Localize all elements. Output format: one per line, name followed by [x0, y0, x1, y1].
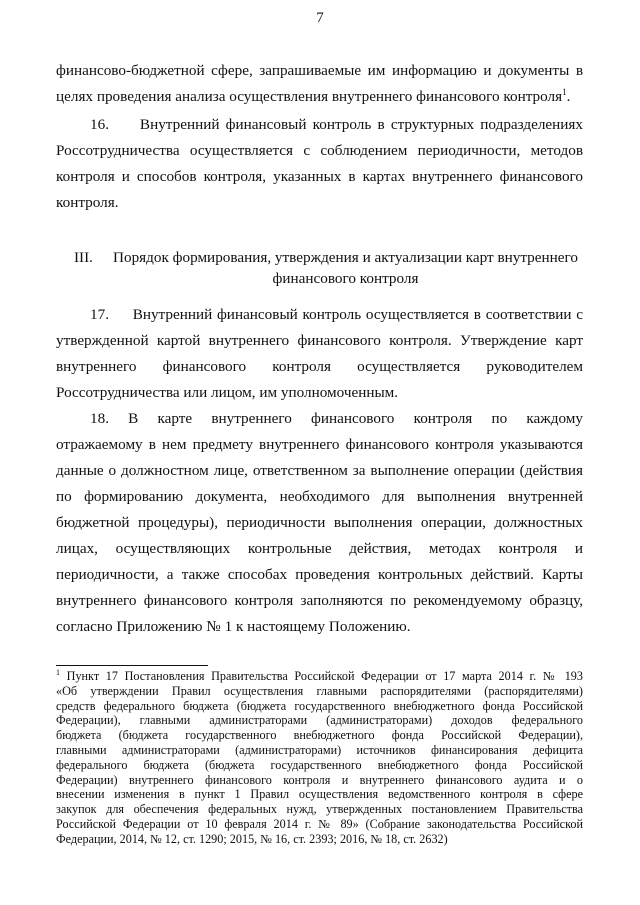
text-line: внутреннего финансового контроля заполняются по рекомендуемому образцу,: [56, 592, 583, 609]
text-line: контроля.: [56, 194, 119, 211]
footnote-line: $^1$ Пункт 17 Постановления Правительства Российской Федерации от 17 марта 2014 г. № 193: [56, 667, 583, 683]
text-line: Россотрудничества осуществляется с соблюдением периодичности, методов: [56, 142, 583, 159]
section-number: III.: [74, 249, 93, 266]
footnote-mark: 1: [56, 667, 60, 677]
footnote-line: «Об утверждении Правил осуществления главными распорядителями (распорядителями): [56, 683, 583, 698]
body-block-main: [56, 302, 583, 640]
paragraph-18: [56, 406, 583, 640]
section-title-line: финансового контроля: [272, 270, 419, 287]
footnote-line: федерального бюджета (бюджета государственного внебюджетного фонда Российской: [56, 757, 583, 772]
footnote-line: закупок для обеспечения федеральных нужд, утвержденных постановлением Правительства: [56, 802, 583, 817]
text-line: лицах, осуществляющих контрольные действия, методах контроля и: [56, 540, 583, 557]
footnote-mark: 1: [562, 86, 567, 97]
text-line: 18. В карте внутреннего финансового контроля по каждому: [90, 410, 583, 427]
paragraph-16: [56, 112, 583, 216]
text-line: бюджетной процедуры), периодичности выполнения операции, должностных: [56, 514, 583, 531]
footnote-line: бюджета (бюджета государственного внебюджетного фонда Российской Федерации),: [56, 728, 583, 743]
text-line: финансово-бюджетной сфере, запрашиваемые им информацию и документы в: [56, 62, 583, 79]
footnote-line: Федерации) внутреннего финансового контроля и внутреннего финансового аудита и о: [56, 772, 583, 787]
footnote: [56, 669, 583, 847]
page-number: 7: [316, 10, 324, 26]
footnote-line: главными администраторами (администраторами) источников финансирования дефицита: [56, 742, 583, 757]
footnote-line: Федерации), главными администраторами (администраторами) доходов федерального: [56, 713, 583, 728]
footnote-line: внесении изменения в пункт 1 Правил осуществления ведомственного контроля в сфере: [56, 787, 583, 802]
text-line: контроля и способов контроля, указанных в картах внутреннего финансового: [56, 168, 583, 185]
footnote-separator: [56, 665, 208, 666]
footnote-line: средств федерального бюджета (бюджета государственного внебюджетного фонда Российской: [56, 698, 583, 713]
text-line: внутреннего финансового контроля осуществляется руководителем: [56, 358, 583, 375]
footnote-line: Российской Федерации от 10 февраля 2014 г. № 89» (Собрание законодательства Российской: [56, 816, 583, 831]
text-line: целях проведения анализа осуществления внутреннего финансового контроля$^1$.: [56, 86, 571, 105]
text-line: данные о должностном лице, ответственном за выполнение операции (действия: [56, 462, 583, 479]
section-title-line: Порядок формирования, утверждения и актуализации карт внутреннего: [113, 249, 578, 266]
text-line: 16. Внутренний финансовый контроль в структурных подразделениях: [90, 116, 583, 133]
paragraph-17: [56, 302, 583, 406]
text-line: периодичности, а также способах проведения контрольных действий. Карты: [56, 566, 583, 583]
footnote-line: Федерации, 2014, № 12, ст. 1290; 2015, № 16, ст. 2393; 2016, № 18, ст. 2632): [56, 831, 448, 846]
section-heading: [56, 247, 583, 289]
text-line: отражаемому в нем предмету внутреннего финансового контроля указываются: [56, 436, 583, 453]
text-line: 17. Внутренний финансовый контроль осуществляется в соответствии с: [90, 306, 583, 323]
text-line: согласно Приложению № 1 к настоящему Положению.: [56, 618, 411, 635]
body-block-top: [56, 58, 583, 216]
text-line: по формированию документа, необходимого для выполнения внутренней: [56, 488, 583, 505]
text-line: утвержденной картой внутреннего финансового контроля. Утверждение карт: [56, 332, 583, 349]
text-line: Россотрудничества или лицом, им уполномоченным.: [56, 384, 399, 401]
